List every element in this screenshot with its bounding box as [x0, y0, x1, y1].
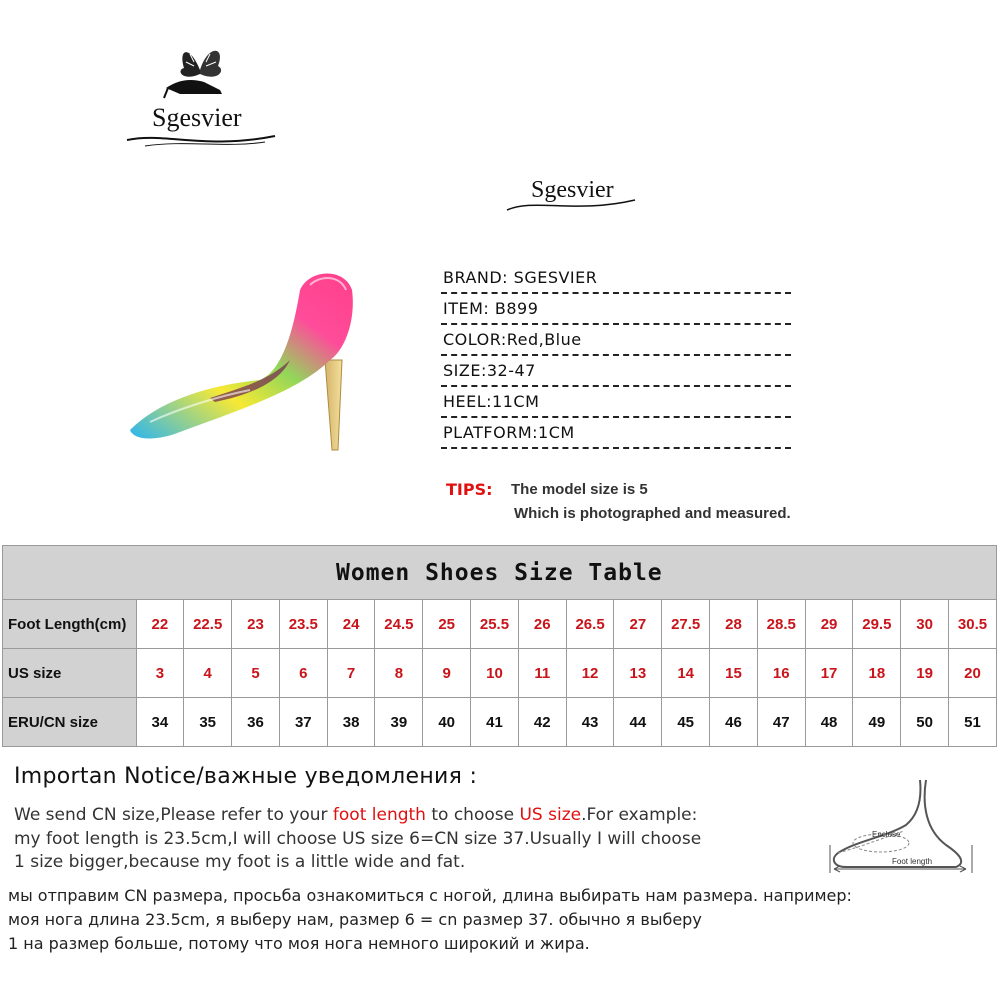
size-cell: 24 — [327, 600, 375, 649]
size-cell: 41 — [471, 698, 519, 747]
notice-text: We send CN size,Please refer to your — [14, 805, 333, 825]
size-cell: 22.5 — [184, 600, 232, 649]
size-cell: 35 — [184, 698, 232, 747]
tips-line-1: The model size is 5 — [511, 481, 648, 498]
notice-en-line-3: 1 size bigger,because my foot is a little wide and fat. — [14, 852, 466, 872]
size-cell: 23 — [232, 600, 280, 649]
size-cell: 23.5 — [279, 600, 327, 649]
size-cell: 37 — [279, 698, 327, 747]
spec-heel: HEEL:11CM — [441, 392, 791, 418]
tips-label: TIPS: — [446, 480, 493, 499]
size-cell: 20 — [949, 649, 997, 698]
logo-swoosh — [505, 196, 640, 216]
size-cell: 50 — [901, 698, 949, 747]
table-row-foot-length — [3, 600, 997, 649]
spec-brand: BRAND: SGESVIER — [441, 268, 791, 294]
size-cell: 8 — [375, 649, 423, 698]
notice-ru-line-1: мы отправим CN размера, просьба ознакомиться с ногой, длина выбирать нам размера. например: — [8, 886, 852, 905]
row-header: US size — [3, 649, 137, 698]
size-cell: 40 — [423, 698, 471, 747]
size-cell: 19 — [901, 649, 949, 698]
spec-color: COLOR:Red,Blue — [441, 330, 791, 356]
size-cell: 39 — [375, 698, 423, 747]
size-cell: 49 — [853, 698, 901, 747]
size-cell: 24.5 — [375, 600, 423, 649]
size-cell: 29 — [805, 600, 853, 649]
brand-logo-text: Sgesvier — [152, 103, 242, 132]
size-cell: 46 — [710, 698, 758, 747]
size-cell: 12 — [566, 649, 614, 698]
size-cell: 48 — [805, 698, 853, 747]
size-cell: 30 — [901, 600, 949, 649]
size-cell: 34 — [136, 698, 184, 747]
size-cell: 36 — [232, 698, 280, 747]
table-title-spacer — [3, 546, 137, 600]
size-cell: 28 — [710, 600, 758, 649]
size-cell: 26.5 — [566, 600, 614, 649]
row-header: Foot Length(cm) — [3, 600, 137, 649]
notice-ru-line-2: моя нога длина 23.5cm, я выберу нам, размер 6 = cn размер 37. обычно я выберу — [8, 910, 702, 929]
size-cell: 15 — [710, 649, 758, 698]
notice-text: .For example: — [581, 805, 698, 825]
size-cell: 4 — [184, 649, 232, 698]
notice-en-line-2: my foot length is 23.5cm,I will choose US size 6=CN size 37.Usually I will choose — [14, 829, 702, 849]
size-cell: 28.5 — [757, 600, 805, 649]
spec-item: ITEM: B899 — [441, 299, 791, 325]
size-cell: 51 — [949, 698, 997, 747]
size-cell: 18 — [853, 649, 901, 698]
size-cell: 30.5 — [949, 600, 997, 649]
size-cell: 25.5 — [471, 600, 519, 649]
size-cell: 7 — [327, 649, 375, 698]
size-cell: 45 — [662, 698, 710, 747]
size-cell: 14 — [662, 649, 710, 698]
size-cell: 43 — [566, 698, 614, 747]
size-cell: 9 — [423, 649, 471, 698]
table-row-cn-size — [3, 698, 997, 747]
notice-ru-line-3: 1 на размер больше, потому что моя нога немного широкий и жира. — [8, 934, 590, 953]
rainbow-pump-shoe-image — [120, 260, 380, 460]
foot-enclose-label: Enclose — [872, 830, 901, 839]
size-cell: 25 — [423, 600, 471, 649]
highlight-us-size: US size — [519, 805, 582, 825]
table-title: Women Shoes Size Table — [136, 546, 997, 600]
size-cell: 10 — [471, 649, 519, 698]
size-cell: 3 — [136, 649, 184, 698]
size-cell: 38 — [327, 698, 375, 747]
size-table — [2, 545, 997, 747]
size-cell: 29.5 — [853, 600, 901, 649]
row-header: ERU/CN size — [3, 698, 137, 747]
secondary-logo-text: Sgesvier — [531, 177, 614, 203]
size-cell: 5 — [232, 649, 280, 698]
table-row-us-size — [3, 649, 997, 698]
size-cell: 44 — [614, 698, 662, 747]
spec-platform: PLATFORM:1CM — [441, 423, 791, 449]
size-cell: 47 — [757, 698, 805, 747]
size-cell: 42 — [518, 698, 566, 747]
size-cell: 17 — [805, 649, 853, 698]
size-cell: 16 — [757, 649, 805, 698]
size-cell: 26 — [518, 600, 566, 649]
size-cell: 11 — [518, 649, 566, 698]
size-cell: 13 — [614, 649, 662, 698]
highlight-foot-length: foot length — [332, 805, 426, 825]
size-cell: 22 — [136, 600, 184, 649]
size-cell: 6 — [279, 649, 327, 698]
secondary-logo — [0, 0, 700, 220]
notice-title: Importan Notice/важные уведомления : — [14, 764, 478, 789]
notice-en-line-1 — [14, 805, 697, 825]
foot-length-label: Foot length — [892, 857, 933, 866]
size-cell: 27 — [614, 600, 662, 649]
spec-size: SIZE:32-47 — [441, 361, 791, 387]
size-cell: 27.5 — [662, 600, 710, 649]
notice-text: to choose — [425, 805, 520, 825]
tips-line-2: Which is photographed and measured. — [514, 505, 791, 522]
